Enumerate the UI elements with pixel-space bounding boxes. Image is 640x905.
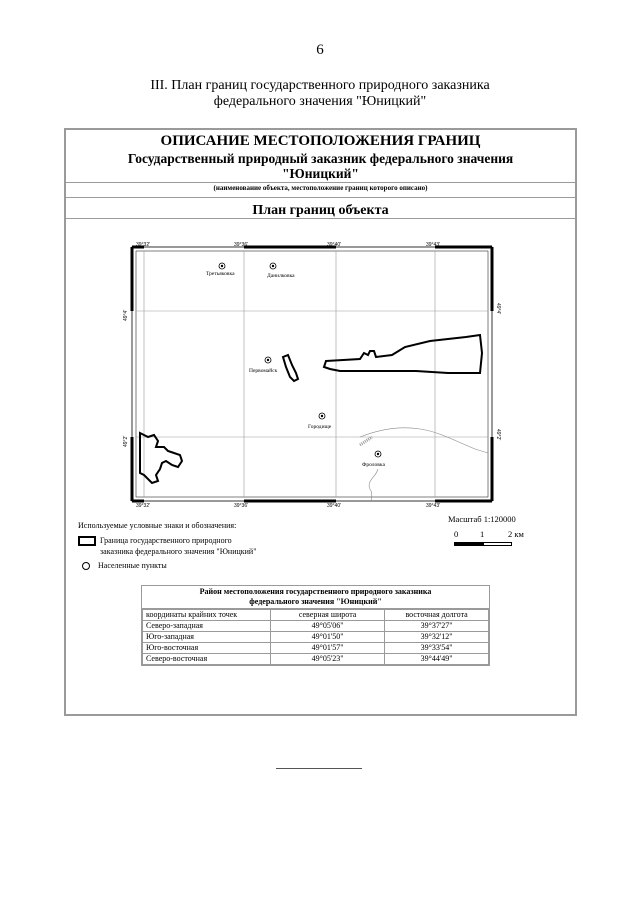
table-row <box>143 632 489 643</box>
table-row <box>143 643 489 654</box>
scale-tick-1: 1 <box>480 529 485 539</box>
table-cell: Северо-восточная <box>143 654 271 665</box>
table-row <box>143 621 489 632</box>
left-tick-label: 49°2' <box>123 435 129 447</box>
divider <box>66 182 575 183</box>
legend-boundary-item <box>78 535 232 546</box>
coordinates-table <box>141 585 490 666</box>
table-row <box>143 654 489 665</box>
top-tick-label: 39°43' <box>426 242 441 248</box>
settlement-label: Третьяковка <box>206 271 235 277</box>
header-cell: восточная долгота <box>385 610 489 621</box>
page-number: 6 <box>316 42 324 58</box>
table-cell: 39°37'27" <box>385 621 489 632</box>
object-name-line-2: "Юницкий" <box>282 166 359 181</box>
settlement-label: Данилковка <box>267 273 295 279</box>
scale-tick-0: 0 <box>454 529 459 539</box>
divider <box>66 218 575 219</box>
boundary-symbol <box>78 536 96 546</box>
object-name-note: (наименование объекта, местоположение границ которого описано) <box>213 184 428 192</box>
table-title-line-1: Район местоположения государственного природного заказника <box>199 587 432 596</box>
bottom-tick-label: 39°32' <box>136 503 151 509</box>
table-cell: 39°32'12" <box>385 632 489 643</box>
boundary-description-form <box>64 128 577 716</box>
legend-boundary-label-2: заказника федерального значения "Юницкий" <box>100 547 257 556</box>
top-tick-label: 39°36' <box>234 242 249 248</box>
legend-settlement-item <box>82 560 167 571</box>
settlement-label: Фроловка <box>362 462 385 468</box>
heading-line-1: III. План границ государственного природного заказника <box>150 78 490 93</box>
scale-bar <box>448 514 528 551</box>
form-title: ОПИСАНИЕ МЕСТОПОЛОЖЕНИЯ ГРАНИЦ <box>160 133 481 149</box>
table-cell: 49°01'57" <box>271 643 385 654</box>
scale-segment-white <box>483 542 512 546</box>
legend-settlement-label: Населенные пункты <box>98 561 167 570</box>
table-cell: 49°05'23" <box>271 654 385 665</box>
table-header-row <box>143 610 489 621</box>
table-cell: 49°01'50" <box>271 632 385 643</box>
heading-line-2: федерального значения "Юницкий" <box>213 94 427 109</box>
header-cell: северная широта <box>271 610 385 621</box>
plan-title: План границ объекта <box>252 203 389 218</box>
scale-tick-2: 2 км <box>508 529 524 539</box>
legend-title: Используемые условные знаки и обозначения: <box>78 521 237 530</box>
settlement-icon <box>82 562 90 570</box>
left-tick-label: 49°4' <box>123 309 129 321</box>
top-tick-label: 39°40' <box>327 242 342 248</box>
table-title-line-2: федерального значения "Юницкий" <box>249 597 382 606</box>
legend-boundary-label-1: Граница государственного природного <box>100 536 232 545</box>
signature-line <box>276 768 362 769</box>
bottom-tick-label: 39°43' <box>426 503 441 509</box>
table-cell: 39°33'54" <box>385 643 489 654</box>
settlement-label: Городище <box>308 424 332 430</box>
boundary-map <box>123 241 501 509</box>
scale-segment-black <box>454 542 483 546</box>
divider <box>66 197 575 198</box>
settlement-label: Первомайск <box>249 368 278 374</box>
table-cell: Юго-восточная <box>143 643 271 654</box>
bottom-tick-label: 39°36' <box>234 503 249 509</box>
right-tick-label: 49°2' <box>495 429 501 441</box>
object-name-line-1: Государственный природный заказник федерального значения <box>127 151 514 166</box>
table-cell: 49°05'06" <box>271 621 385 632</box>
bottom-tick-label: 39°40' <box>327 503 342 509</box>
right-tick-label: 49°4' <box>495 303 501 315</box>
table-title <box>142 586 489 609</box>
top-tick-label: 39°32' <box>136 242 151 248</box>
scale-label: Масштаб 1:120000 <box>448 514 516 524</box>
table-cell: 39°44'49" <box>385 654 489 665</box>
table-cell: Юго-западная <box>143 632 271 643</box>
table-cell: Северо-западная <box>143 621 271 632</box>
section-heading <box>0 78 640 110</box>
header-cell: координаты крайних точек <box>143 610 271 621</box>
